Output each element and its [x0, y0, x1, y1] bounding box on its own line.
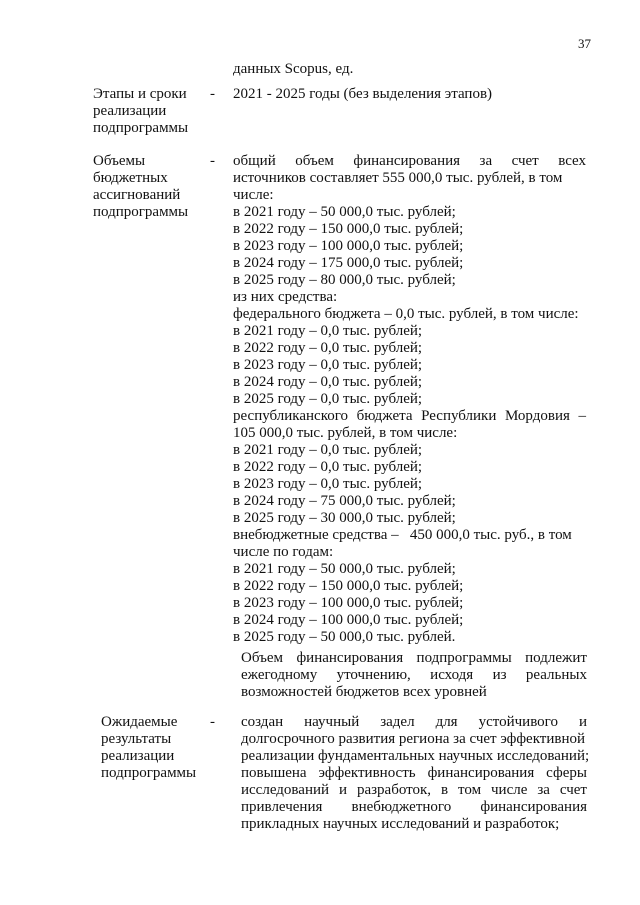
word: бюджета — [356, 408, 413, 424]
word: исходя — [430, 667, 474, 683]
word: том — [458, 782, 482, 798]
row-text-line: в 2023 году – 100 000,0 тыс. рублей; — [233, 595, 464, 611]
word: счет — [559, 782, 587, 798]
row-text-line: в 2023 году – 100 000,0 тыс. рублей; — [233, 238, 464, 254]
row-text-line — [241, 714, 587, 731]
word: числе — [491, 782, 528, 798]
word: задел — [380, 714, 415, 730]
row-text-line — [233, 408, 586, 425]
row-text-line: 2021 - 2025 годы (без выделения этапов) — [233, 86, 493, 102]
word: исследований — [241, 782, 330, 798]
word: и — [338, 782, 348, 798]
page-number: 37 — [578, 36, 591, 51]
word: внебюджетного — [351, 799, 452, 815]
row-text-line: в 2025 году – 30 000,0 тыс. рублей; — [233, 510, 456, 526]
row-text-line: в 2025 году – 80 000,0 тыс. рублей; — [233, 272, 456, 288]
row-text-line — [241, 799, 587, 816]
row-label-line: подпрограммы — [93, 204, 189, 220]
word: республиканского — [233, 408, 348, 424]
word: для — [435, 714, 458, 730]
row-label-line: ассигнований — [93, 187, 181, 203]
row-text-line: в 2025 году – 50 000,0 тыс. рублей. — [233, 629, 456, 645]
row-label-line: Этапы и сроки — [93, 86, 187, 102]
row-label-line: подпрограммы — [93, 120, 189, 136]
word: всех — [558, 153, 586, 169]
row-text-line — [241, 650, 587, 667]
row-text-line: в 2024 году – 100 000,0 тыс. рублей; — [233, 612, 464, 628]
word: за — [479, 153, 493, 169]
row-text-line: возможностей бюджетов всех уровней — [241, 684, 487, 700]
row-text-line: из них средства: — [233, 289, 338, 305]
row-text-line: в 2021 году – 50 000,0 тыс. рублей; — [233, 561, 456, 577]
word: подлежит — [525, 650, 587, 666]
row-text-line: прикладных научных исследований и разработок; — [241, 816, 560, 832]
word: привлечения — [241, 799, 323, 815]
word: Республики — [421, 408, 497, 424]
row-text-line — [241, 765, 587, 782]
row-text-line: в 2024 году – 175 000,0 тыс. рублей; — [233, 255, 464, 271]
word: реальных — [525, 667, 587, 683]
row-text-line: в 2022 году – 0,0 тыс. рублей; — [233, 340, 423, 356]
word: из — [492, 667, 507, 683]
word: в — [440, 782, 449, 798]
row-label-line: подпрограммы — [101, 765, 197, 781]
word: счет — [511, 153, 539, 169]
row-dash: - — [210, 86, 215, 102]
row-text-line — [241, 667, 587, 684]
word: устойчивого — [478, 714, 558, 730]
word: создан — [241, 714, 284, 730]
row-text-line: федерального бюджета – 0,0 тыс. рублей, в том числе: — [233, 306, 579, 322]
row-text-line: реализации фундаментальных научных исследований; — [241, 748, 590, 764]
row-text-line: числе по годам: — [233, 544, 334, 560]
word: за — [537, 782, 550, 798]
row-text-line: в 2024 году – 0,0 тыс. рублей; — [233, 374, 423, 390]
row-text-line: в 2021 году – 0,0 тыс. рублей; — [233, 442, 423, 458]
word: эффективность — [318, 765, 416, 781]
row-text-line: числе: — [233, 187, 274, 203]
row-text-line: 105 000,0 тыс. рублей, в том числе: — [233, 425, 458, 441]
row-text-line: в 2024 году – 75 000,0 тыс. рублей; — [233, 493, 456, 509]
row-text-line: в 2025 году – 0,0 тыс. рублей; — [233, 391, 423, 407]
intro-tail: данных Scopus, ед. — [233, 61, 354, 77]
row-text-line: в 2021 году – 50 000,0 тыс. рублей; — [233, 204, 456, 220]
word: общий — [233, 153, 276, 169]
word: финансирования — [353, 153, 461, 169]
word: подпрограммы — [416, 650, 512, 666]
word: научный — [304, 714, 360, 730]
row-text-line: в 2023 году – 0,0 тыс. рублей; — [233, 476, 423, 492]
word: ежегодному — [241, 667, 318, 683]
word: объем — [295, 153, 334, 169]
row-text-line: в 2023 году – 0,0 тыс. рублей; — [233, 357, 423, 373]
row-text-line — [233, 153, 586, 170]
word: разработок, — [356, 782, 432, 798]
word: и — [578, 714, 587, 730]
word: уточнению, — [336, 667, 411, 683]
row-text-line: долгосрочного развития региона за счет эффективной — [241, 731, 586, 747]
word: финансирования — [296, 650, 404, 666]
word: Мордовия — [504, 408, 570, 424]
word: – — [578, 408, 586, 424]
row-text-line: в 2021 году – 0,0 тыс. рублей; — [233, 323, 423, 339]
row-dash: - — [210, 153, 215, 169]
row-text-line — [241, 782, 587, 799]
word: повышена — [241, 765, 307, 781]
row-text-line: источников составляет 555 000,0 тыс. рублей, в том — [233, 170, 563, 186]
row-label — [93, 86, 214, 103]
row-label-line: результаты — [101, 731, 172, 747]
word: Объем — [241, 650, 283, 666]
row-text-line: в 2022 году – 150 000,0 тыс. рублей; — [233, 578, 464, 594]
row-label-line: реализации — [93, 103, 167, 119]
row-dash: - — [210, 714, 215, 730]
word: финансирования — [480, 799, 587, 815]
row-text-line: в 2022 году – 0,0 тыс. рублей; — [233, 459, 423, 475]
row-label-line: Ожидаемые — [101, 714, 178, 730]
row-text-line: в 2022 году – 150 000,0 тыс. рублей; — [233, 221, 464, 237]
word: финансирования — [427, 765, 535, 781]
row-label-line: реализации — [101, 748, 175, 764]
row-label-line: Объемы — [93, 153, 146, 169]
row-text-line: внебюджетные средства – 450 000,0 тыс. руб., в том — [233, 527, 572, 543]
row-label-line: бюджетных — [93, 170, 168, 186]
word: сферы — [546, 765, 587, 781]
